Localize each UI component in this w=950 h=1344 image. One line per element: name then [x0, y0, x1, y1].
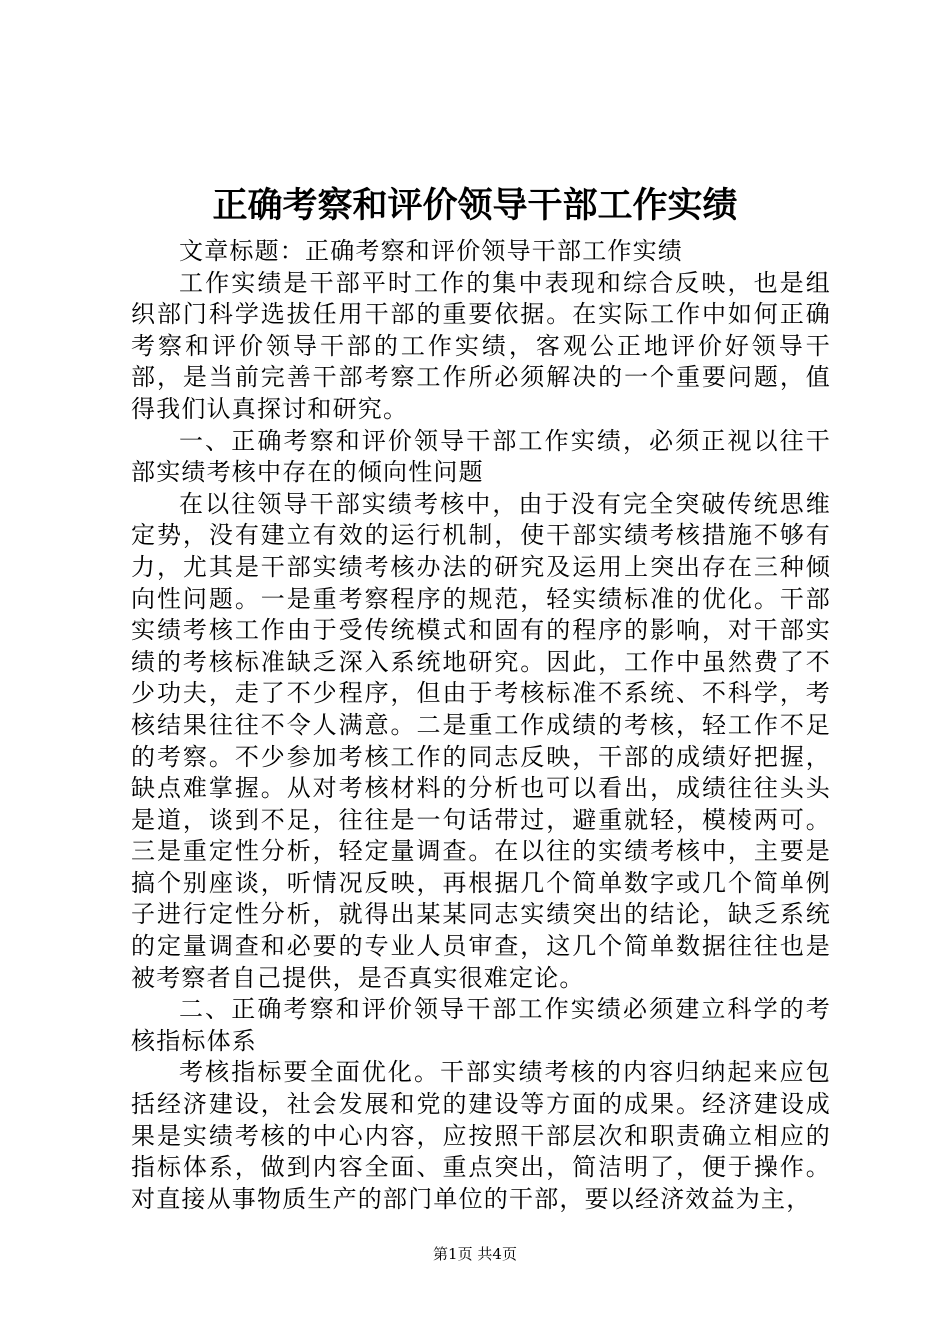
paragraph-section-2: 考核指标要全面优化。干部实绩考核的内容归纳起来应包括经济建设，社会发展和党的建设等方面的成果。经济建设成果是实绩考核的中心内容，应按照干部层次和职责确立相应的指标体系，做到内容全面、重点突出，简洁明了，便于操作。对直接从事物质生产的部门单位的干部，要以经济效益为主，: [131, 1058, 831, 1213]
document-body: [131, 236, 831, 1215]
paragraph-section-1: 在以往领导干部实绩考核中，由于没有完全突破传统思维定势，没有建立有效的运行机制，使干部实绩考核措施不够有力，尤其是干部实绩考核办法的研究及运用上突出存在三种倾向性问题。一是重考察程序的规范，轻实绩标准的优化。干部实绩考核工作由于受传统模式和固有的程序的影响，对干部实绩的考核标准缺乏深入系统地研究。因此，工作中虽然费了不少功夫，走了不少程序，但由于考核标准不系统、不科学，考核结果往往不令人满意。二是重工作成绩的考核，轻工作不足的考察。不少参加考核工作的同志反映，干部的成绩好把握，缺点难掌握。从对考核材料的分析也可以看出，成绩往往头头是道，谈到不足，往往是一句话带过，避重就轻，模棱两可。三是重定性分析，轻定量调查。在以往的实绩考核中，主要是搞个别座谈，听情况反映，再根据几个简单数字或几个简单例子进行定性分析，就得出某某同志实绩突出的结论，缺乏系统的定量调查和必要的专业人员审查，这几个简单数据往往也是被考察者自己提供，是否真实很难定论。: [131, 489, 831, 992]
document-title: 正确考察和评价领导干部工作实绩: [212, 186, 738, 226]
article-heading-line: 文章标题：正确考察和评价领导干部工作实绩: [179, 237, 683, 265]
footer-page-number: 1: [448, 1245, 458, 1263]
footer-total-suffix: 页: [501, 1245, 517, 1263]
page-footer: [0, 1244, 950, 1264]
footer-page-suffix: 页: [457, 1245, 473, 1263]
section-heading-1: 一、正确考察和评价领导干部工作实绩，必须正视以往干部实绩考核中存在的倾向性问题: [131, 426, 831, 487]
paragraph-intro: 工作实绩是干部平时工作的集中表现和综合反映，也是组织部门科学选拔任用干部的重要依据。在实际工作中如何正确考察和评价领导干部的工作实绩，客观公正地评价好领导干部，是当前完善干部考察工作所必须解决的一个重要问题，值得我们认真探讨和研究。: [131, 268, 831, 423]
footer-total-prefix: 共: [477, 1245, 493, 1263]
footer-page-prefix: 第: [433, 1245, 449, 1263]
section-heading-2: 二、正确考察和评价领导干部工作实绩必须建立科学的考核指标体系: [131, 995, 831, 1055]
footer-total-pages: 4: [492, 1245, 502, 1263]
